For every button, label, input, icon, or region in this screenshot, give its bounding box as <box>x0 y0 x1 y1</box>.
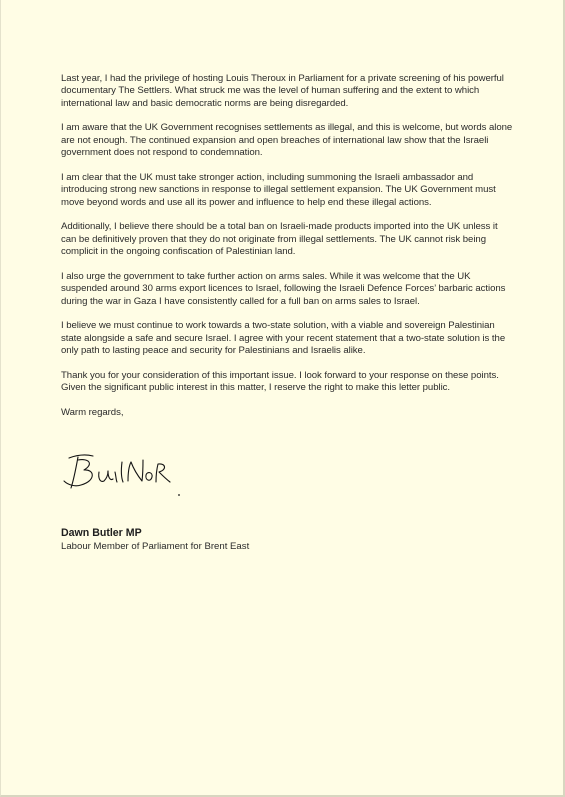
signatory-name: Dawn Butler MP <box>61 527 142 539</box>
paragraph-settlements-illegal: I am aware that the UK Government recognises settlements as illegal, and this is welcome, but words alone are not enough. The continued expansion and open breaches of international law show that the Israeli government does not respond to condemnation. <box>61 122 513 159</box>
paragraph-two-state: I believe we must continue to work towards a two-state solution, with a viable and sovereign Palestinian state alongside a safe and secure Israel. I agree with your recent statement that a two-state solution is the only path to lasting peace and security for Palestinians and Israelis alike. <box>61 320 506 357</box>
paragraph-screening: Last year, I had the privilege of hosting Louis Theroux in Parliament for a private screening of his powerful documentary The Settlers. What struck me was the level of human suffering and the extent to which international law and basic democratic norms are being disregarded. <box>61 73 504 109</box>
signatory-role: Labour Member of Parliament for Brent East <box>61 541 250 552</box>
paragraph-stronger-action: I am clear that the UK must take stronger action, including summoning the Israeli ambassador and introducing strong new sanctions in response to illegal settlement expansion. The UK Government must move beyond words and use all its power and influence to help end these illegal actions. <box>61 171 496 208</box>
paragraph-thanks: Thank you for your consideration of this important issue. I look forward to your response on these points. Given the significant public interest in this matter, I reserve the right to make this letter public. <box>61 369 499 394</box>
closing-line: Warm regards, <box>61 407 124 419</box>
handwritten-signature <box>59 448 189 508</box>
paragraph-products-ban: Additionally, I believe there should be a total ban on Israeli-made products imported into the UK unless it can be definitively proven that they do not originate from illegal settlements. The UK cannot risk being complicit in the ongoing confiscation of Palestinian land. <box>61 221 498 258</box>
letter-body <box>61 73 513 432</box>
paragraph-arms-sales: I also urge the government to take further action on arms sales. While it was welcome that the UK suspended around 30 arms export licences to Israel, following the Israeli Defence Forces’ barbaric actions during the war in Gaza I have consistently called for a full ban on arms sales to Israel. <box>61 270 506 307</box>
